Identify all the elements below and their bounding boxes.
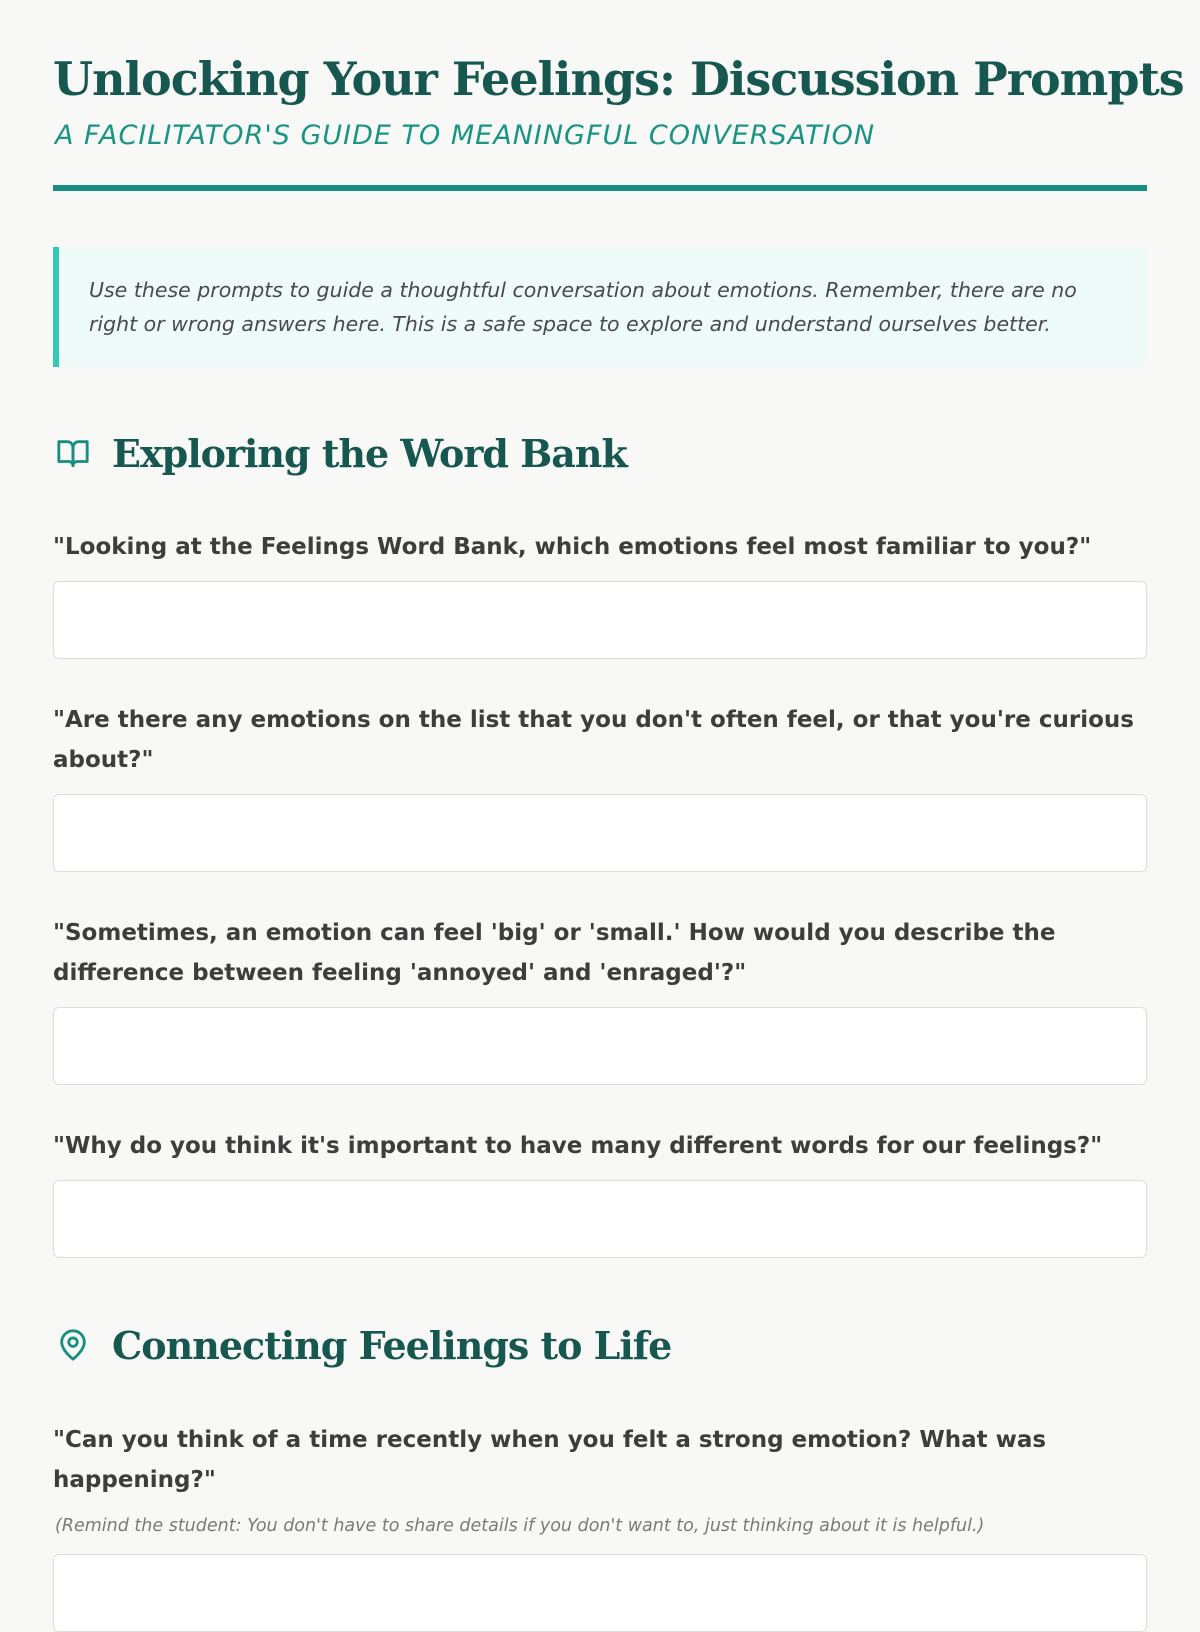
- prompt-question: "Can you think of a time recently when you felt a strong emotion? What was happening?": [53, 1427, 1047, 1493]
- section-heading-word-bank: [53, 428, 627, 478]
- prompt-answer-field[interactable]: [53, 794, 1147, 872]
- section-heading-connecting-feelings: [53, 1320, 671, 1370]
- prompt-answer-field[interactable]: [53, 1180, 1147, 1258]
- page-title: Unlocking Your Feelings: Discussion Prompts: [53, 52, 1184, 106]
- section-title: Exploring the Word Bank: [112, 430, 627, 476]
- book-open-icon: [53, 433, 93, 473]
- prompt-question: "Are there any emotions on the list that you don't often feel, or that you're curious about?": [53, 707, 1134, 773]
- intro-callout: [53, 247, 1147, 367]
- map-pin-icon: [53, 1325, 93, 1365]
- prompt-answer-field[interactable]: [53, 581, 1147, 659]
- section-title: Connecting Feelings to Life: [112, 1322, 672, 1368]
- prompt-question: "Looking at the Feelings Word Bank, which emotions feel most familiar to you?": [53, 534, 1092, 560]
- page-subtitle: A FACILITATOR'S GUIDE TO MEANINGFUL CONVERSATION: [55, 120, 876, 151]
- intro-text: Use these prompts to guide a thoughtful conversation about emotions. Remember, there are no right or wrong answers here. This is a safe space to explore and understand ourselves better.: [89, 278, 1077, 336]
- prompt-answer-field[interactable]: [53, 1554, 1147, 1632]
- prompt-question: "Why do you think it's important to have many different words for our feelings?": [53, 1133, 1103, 1159]
- header-divider: [53, 185, 1147, 191]
- facilitator-hint: (Remind the student: You don't have to share details if you don't want to, just thinking about it is helpful.): [55, 1516, 985, 1536]
- prompt-question: "Sometimes, an emotion can feel 'big' or 'small.' How would you describe the difference between feeling 'annoyed' and 'enraged'?": [53, 920, 1056, 986]
- prompt-answer-field[interactable]: [53, 1007, 1147, 1085]
